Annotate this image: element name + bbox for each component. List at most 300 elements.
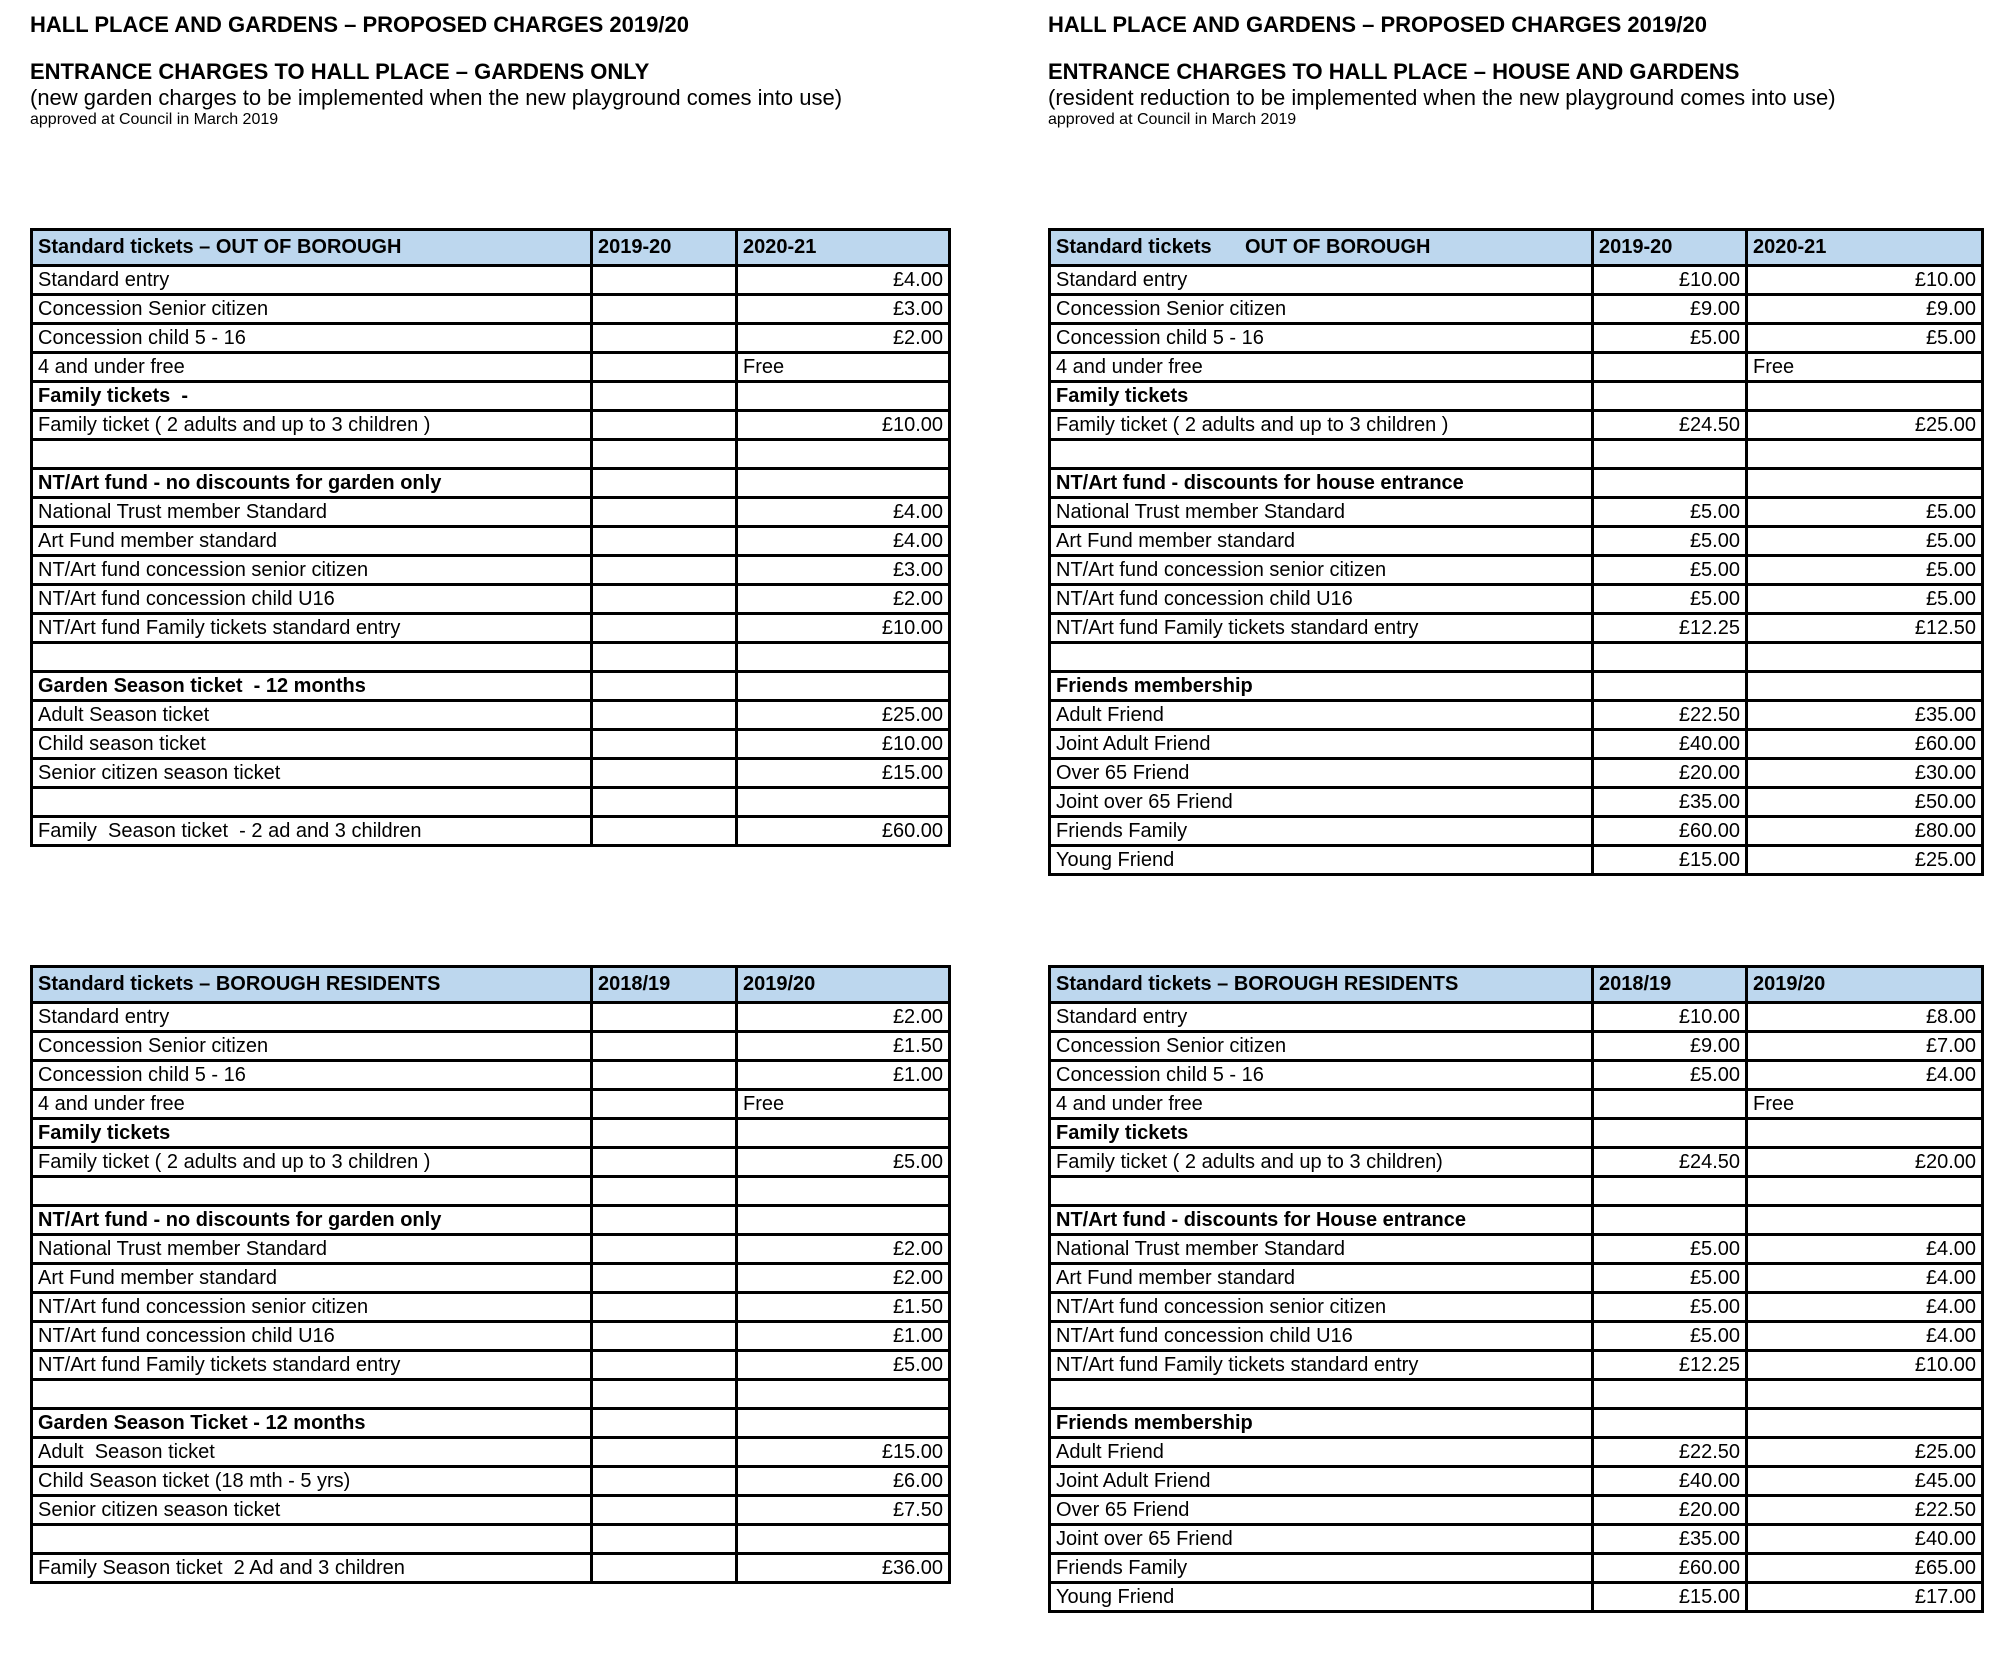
left-page-column bbox=[30, 0, 980, 1670]
price-cell-year2: £17.00 bbox=[1747, 1583, 1983, 1612]
ticket-label-cell: Standard entry bbox=[1050, 266, 1593, 295]
table-row bbox=[32, 1177, 950, 1206]
ticket-label-cell: NT/Art fund concession child U16 bbox=[1050, 585, 1593, 614]
price-cell-year2: £2.00 bbox=[737, 1003, 950, 1032]
ticket-label-cell bbox=[32, 1177, 592, 1206]
ticket-label-cell: Friends Family bbox=[1050, 1554, 1593, 1583]
ticket-label-cell: Adult Friend bbox=[1050, 701, 1593, 730]
ticket-label-cell: Art Fund member standard bbox=[32, 1264, 592, 1293]
ticket-label-cell: Joint Adult Friend bbox=[1050, 1467, 1593, 1496]
charges-table bbox=[1048, 965, 1984, 1613]
price-cell-year2: £2.00 bbox=[737, 1264, 950, 1293]
ticket-label-cell: Family ticket ( 2 adults and up to 3 children ) bbox=[32, 1148, 592, 1177]
ticket-label-cell bbox=[32, 643, 592, 672]
year-header-cell: 2019-20 bbox=[592, 230, 737, 266]
price-cell-year2 bbox=[737, 1380, 950, 1409]
price-cell-year1 bbox=[592, 1119, 737, 1148]
price-cell-year1 bbox=[592, 382, 737, 411]
price-cell-year1: £10.00 bbox=[1593, 266, 1747, 295]
price-cell-year1 bbox=[592, 788, 737, 817]
section-label-cell: Family tickets bbox=[1050, 1119, 1593, 1148]
price-cell-year1: £5.00 bbox=[1593, 1235, 1747, 1264]
price-cell-year2: £3.00 bbox=[737, 556, 950, 585]
ticket-label-cell: Joint Adult Friend bbox=[1050, 730, 1593, 759]
table-row bbox=[1050, 498, 1983, 527]
price-cell-year1 bbox=[592, 266, 737, 295]
price-cell-year1 bbox=[592, 1467, 737, 1496]
price-cell-year1 bbox=[592, 295, 737, 324]
table-row bbox=[1050, 1467, 1983, 1496]
price-cell-year1: £5.00 bbox=[1593, 556, 1747, 585]
ticket-label-cell: NT/Art fund Family tickets standard entry bbox=[1050, 1351, 1593, 1380]
table-row bbox=[32, 1003, 950, 1032]
price-cell-year2: £45.00 bbox=[1747, 1467, 1983, 1496]
table-row bbox=[1050, 324, 1983, 353]
table-row bbox=[1050, 440, 1983, 469]
price-cell-year2: £30.00 bbox=[1747, 759, 1983, 788]
section-label-cell: Family tickets bbox=[1050, 382, 1593, 411]
price-cell-year2: £8.00 bbox=[1747, 1003, 1983, 1032]
table-row bbox=[32, 1351, 950, 1380]
table-row bbox=[32, 440, 950, 469]
price-cell-year1 bbox=[592, 498, 737, 527]
ticket-label-cell: Art Fund member standard bbox=[32, 527, 592, 556]
price-cell-year1 bbox=[592, 759, 737, 788]
price-cell-year1: £60.00 bbox=[1593, 1554, 1747, 1583]
table-row bbox=[32, 1235, 950, 1264]
ticket-label-cell: NT/Art fund concession senior citizen bbox=[32, 1293, 592, 1322]
price-cell-year1: £24.50 bbox=[1593, 411, 1747, 440]
price-cell-year2: £25.00 bbox=[1747, 411, 1983, 440]
table-row bbox=[1050, 1264, 1983, 1293]
table-row bbox=[32, 1293, 950, 1322]
price-cell-year2: £10.00 bbox=[737, 730, 950, 759]
price-cell-year1 bbox=[592, 1380, 737, 1409]
table-row bbox=[32, 1032, 950, 1061]
price-cell-year1: £9.00 bbox=[1593, 295, 1747, 324]
table-row bbox=[32, 1467, 950, 1496]
price-cell-year2 bbox=[1747, 1177, 1983, 1206]
table-row bbox=[1050, 382, 1983, 411]
table-row bbox=[32, 469, 950, 498]
ticket-label-cell: Family ticket ( 2 adults and up to 3 children ) bbox=[1050, 411, 1593, 440]
ticket-label-cell: NT/Art fund concession child U16 bbox=[32, 585, 592, 614]
ticket-label-cell: Young Friend bbox=[1050, 846, 1593, 875]
ticket-label-cell: Standard entry bbox=[1050, 1003, 1593, 1032]
price-cell-year1 bbox=[1593, 672, 1747, 701]
table-row bbox=[1050, 1003, 1983, 1032]
table-row bbox=[32, 614, 950, 643]
price-cell-year2: £4.00 bbox=[737, 266, 950, 295]
price-cell-year2: £20.00 bbox=[1747, 1148, 1983, 1177]
price-cell-year2 bbox=[737, 1409, 950, 1438]
price-cell-year2: £3.00 bbox=[737, 295, 950, 324]
ticket-label-cell: NT/Art fund concession senior citizen bbox=[1050, 556, 1593, 585]
price-cell-year1 bbox=[592, 440, 737, 469]
approval-note: approved at Council in March 2019 bbox=[1048, 111, 1297, 128]
table-row bbox=[32, 1438, 950, 1467]
price-cell-year2: £10.00 bbox=[737, 614, 950, 643]
price-cell-year1: £35.00 bbox=[1593, 788, 1747, 817]
price-cell-year2 bbox=[737, 1177, 950, 1206]
ticket-label-cell: Art Fund member standard bbox=[1050, 1264, 1593, 1293]
price-cell-year1 bbox=[592, 585, 737, 614]
implementation-note: (resident reduction to be implemented when the new playground comes into use) bbox=[1048, 85, 1836, 110]
ticket-label-cell: National Trust member Standard bbox=[1050, 1235, 1593, 1264]
price-cell-year2: £25.00 bbox=[1747, 1438, 1983, 1467]
ticket-label-cell: 4 and under free bbox=[32, 1090, 592, 1119]
table-row bbox=[1050, 1554, 1983, 1583]
price-cell-year1: £12.25 bbox=[1593, 614, 1747, 643]
price-cell-year2 bbox=[737, 440, 950, 469]
price-cell-year2 bbox=[1747, 382, 1983, 411]
price-cell-year2: £1.50 bbox=[737, 1032, 950, 1061]
price-cell-year1 bbox=[592, 411, 737, 440]
section-label-cell: NT/Art fund - discounts for House entrance bbox=[1050, 1206, 1593, 1235]
price-cell-year2: £6.00 bbox=[737, 1467, 950, 1496]
year-header-cell: 2019/20 bbox=[737, 967, 950, 1003]
price-cell-year2: Free bbox=[737, 353, 950, 382]
price-cell-year2: £1.00 bbox=[737, 1061, 950, 1090]
price-cell-year2: £2.00 bbox=[737, 585, 950, 614]
price-cell-year1: £15.00 bbox=[1593, 1583, 1747, 1612]
ticket-label-cell: Concession Senior citizen bbox=[1050, 295, 1593, 324]
table-header-row bbox=[1050, 967, 1983, 1003]
table-row bbox=[32, 382, 950, 411]
page-title: HALL PLACE AND GARDENS – PROPOSED CHARGES 2019/20 bbox=[30, 12, 689, 37]
ticket-label-cell bbox=[1050, 1177, 1593, 1206]
price-cell-year2: £10.00 bbox=[1747, 1351, 1983, 1380]
price-cell-year2: £15.00 bbox=[737, 1438, 950, 1467]
price-cell-year2: £2.00 bbox=[737, 324, 950, 353]
ticket-label-cell: Adult Season ticket bbox=[32, 1438, 592, 1467]
ticket-label-cell bbox=[32, 440, 592, 469]
ticket-label-cell: 4 and under free bbox=[1050, 1090, 1593, 1119]
table-house-borough-residents bbox=[1048, 965, 1984, 1613]
table-row bbox=[32, 1496, 950, 1525]
approval-note: approved at Council in March 2019 bbox=[30, 111, 279, 128]
price-cell-year2: £60.00 bbox=[737, 817, 950, 846]
price-cell-year2 bbox=[737, 1525, 950, 1554]
ticket-label-cell: Concession child 5 - 16 bbox=[1050, 1061, 1593, 1090]
table-title-cell: Standard tickets – OUT OF BOROUGH bbox=[32, 230, 592, 266]
ticket-label-cell: Concession child 5 - 16 bbox=[1050, 324, 1593, 353]
ticket-label-cell bbox=[32, 1380, 592, 1409]
table-row bbox=[1050, 1351, 1983, 1380]
table-row bbox=[1050, 759, 1983, 788]
section-subtitle: ENTRANCE CHARGES TO HALL PLACE – HOUSE AND GARDENS bbox=[1048, 59, 1740, 84]
price-cell-year2: £40.00 bbox=[1747, 1525, 1983, 1554]
table-row bbox=[32, 1061, 950, 1090]
ticket-label-cell bbox=[1050, 1380, 1593, 1409]
ticket-label-cell: Family ticket ( 2 adults and up to 3 children) bbox=[1050, 1148, 1593, 1177]
price-cell-year1: £5.00 bbox=[1593, 324, 1747, 353]
table-title-cell: Standard tickets OUT OF BOROUGH bbox=[1050, 230, 1593, 266]
price-cell-year1 bbox=[592, 353, 737, 382]
section-label-cell: NT/Art fund - no discounts for garden only bbox=[32, 1206, 592, 1235]
section-label-cell: NT/Art fund - no discounts for garden only bbox=[32, 469, 592, 498]
price-cell-year2 bbox=[737, 788, 950, 817]
ticket-label-cell: Senior citizen season ticket bbox=[32, 1496, 592, 1525]
ticket-label-cell: NT/Art fund concession child U16 bbox=[32, 1322, 592, 1351]
price-cell-year1 bbox=[592, 1264, 737, 1293]
table-row bbox=[32, 1206, 950, 1235]
table-row bbox=[32, 353, 950, 382]
ticket-label-cell: Concession Senior citizen bbox=[32, 295, 592, 324]
price-cell-year1 bbox=[1593, 1206, 1747, 1235]
price-cell-year1: £5.00 bbox=[1593, 1322, 1747, 1351]
price-cell-year1 bbox=[592, 1177, 737, 1206]
ticket-label-cell: Concession Senior citizen bbox=[1050, 1032, 1593, 1061]
ticket-label-cell bbox=[1050, 440, 1593, 469]
price-cell-year2: £4.00 bbox=[1747, 1322, 1983, 1351]
price-cell-year1 bbox=[592, 817, 737, 846]
table-row bbox=[1050, 1525, 1983, 1554]
price-cell-year1 bbox=[592, 1409, 737, 1438]
table-row bbox=[1050, 1496, 1983, 1525]
table-row bbox=[1050, 1293, 1983, 1322]
ticket-label-cell: Young Friend bbox=[1050, 1583, 1593, 1612]
table-row bbox=[32, 1525, 950, 1554]
table-row bbox=[1050, 527, 1983, 556]
table-row bbox=[32, 1554, 950, 1583]
ticket-label-cell bbox=[32, 1525, 592, 1554]
price-cell-year1 bbox=[592, 1061, 737, 1090]
price-cell-year1 bbox=[592, 643, 737, 672]
table-row bbox=[1050, 1061, 1983, 1090]
section-label-cell: Friends membership bbox=[1050, 1409, 1593, 1438]
table-row bbox=[1050, 1235, 1983, 1264]
price-cell-year2: £22.50 bbox=[1747, 1496, 1983, 1525]
price-cell-year1: £5.00 bbox=[1593, 1293, 1747, 1322]
table-row bbox=[1050, 1438, 1983, 1467]
price-cell-year1 bbox=[592, 614, 737, 643]
table-row bbox=[32, 643, 950, 672]
price-cell-year1 bbox=[592, 701, 737, 730]
price-cell-year1: £20.00 bbox=[1593, 759, 1747, 788]
price-cell-year2: £25.00 bbox=[1747, 846, 1983, 875]
implementation-note: (new garden charges to be implemented when the new playground comes into use) bbox=[30, 85, 843, 110]
price-cell-year2: £80.00 bbox=[1747, 817, 1983, 846]
section-label-cell: Garden Season ticket - 12 months bbox=[32, 672, 592, 701]
table-row bbox=[32, 1119, 950, 1148]
ticket-label-cell: Over 65 Friend bbox=[1050, 759, 1593, 788]
price-cell-year2: £1.00 bbox=[737, 1322, 950, 1351]
price-cell-year1: £22.50 bbox=[1593, 701, 1747, 730]
section-label-cell: Family tickets bbox=[32, 1119, 592, 1148]
ticket-label-cell: NT/Art fund concession senior citizen bbox=[1050, 1293, 1593, 1322]
table-row bbox=[32, 1090, 950, 1119]
price-cell-year2: £5.00 bbox=[737, 1148, 950, 1177]
price-cell-year1 bbox=[592, 1554, 737, 1583]
table-house-out-of-borough bbox=[1048, 228, 1984, 876]
table-row bbox=[32, 1380, 950, 1409]
ticket-label-cell: Joint over 65 Friend bbox=[1050, 1525, 1593, 1554]
price-cell-year1 bbox=[592, 672, 737, 701]
price-cell-year2: £50.00 bbox=[1747, 788, 1983, 817]
price-cell-year1 bbox=[1593, 382, 1747, 411]
table-row bbox=[1050, 1206, 1983, 1235]
price-cell-year2: Free bbox=[1747, 353, 1983, 382]
ticket-label-cell: Concession child 5 - 16 bbox=[32, 324, 592, 353]
price-cell-year1 bbox=[592, 469, 737, 498]
price-cell-year2: £10.00 bbox=[737, 411, 950, 440]
price-cell-year2 bbox=[1747, 1409, 1983, 1438]
table-row bbox=[32, 672, 950, 701]
ticket-label-cell: Standard entry bbox=[32, 1003, 592, 1032]
table-row bbox=[1050, 1380, 1983, 1409]
ticket-label-cell: Standard entry bbox=[32, 266, 592, 295]
price-cell-year1: £5.00 bbox=[1593, 1061, 1747, 1090]
table-row bbox=[32, 585, 950, 614]
table-row bbox=[1050, 701, 1983, 730]
price-cell-year2: £10.00 bbox=[1747, 266, 1983, 295]
ticket-label-cell: National Trust member Standard bbox=[1050, 498, 1593, 527]
section-label-cell: NT/Art fund - discounts for house entrance bbox=[1050, 469, 1593, 498]
table-row bbox=[32, 324, 950, 353]
table-row bbox=[32, 498, 950, 527]
table-row bbox=[1050, 411, 1983, 440]
ticket-label-cell bbox=[32, 788, 592, 817]
price-cell-year2 bbox=[737, 382, 950, 411]
table-row bbox=[1050, 672, 1983, 701]
table-row bbox=[1050, 730, 1983, 759]
price-cell-year2 bbox=[1747, 643, 1983, 672]
table-row bbox=[1050, 1583, 1983, 1612]
price-cell-year2: £5.00 bbox=[1747, 585, 1983, 614]
price-cell-year1 bbox=[592, 1525, 737, 1554]
ticket-label-cell: NT/Art fund Family tickets standard entry bbox=[1050, 614, 1593, 643]
ticket-label-cell: Family Season ticket 2 Ad and 3 children bbox=[32, 1554, 592, 1583]
ticket-label-cell: Child season ticket bbox=[32, 730, 592, 759]
price-cell-year1 bbox=[592, 1438, 737, 1467]
price-cell-year2: £4.00 bbox=[1747, 1235, 1983, 1264]
table-row bbox=[1050, 469, 1983, 498]
price-cell-year1 bbox=[1593, 469, 1747, 498]
table-title-cell: Standard tickets – BOROUGH RESIDENTS bbox=[1050, 967, 1593, 1003]
price-cell-year1 bbox=[1593, 1177, 1747, 1206]
price-cell-year2 bbox=[737, 469, 950, 498]
price-cell-year1 bbox=[1593, 1119, 1747, 1148]
table-header-row bbox=[32, 967, 950, 1003]
price-cell-year2 bbox=[1747, 1119, 1983, 1148]
ticket-label-cell: NT/Art fund Family tickets standard entry bbox=[32, 614, 592, 643]
price-cell-year1 bbox=[592, 1032, 737, 1061]
price-cell-year2: £4.00 bbox=[1747, 1264, 1983, 1293]
price-cell-year2 bbox=[1747, 440, 1983, 469]
year-header-cell: 2018/19 bbox=[1593, 967, 1747, 1003]
table-row bbox=[32, 556, 950, 585]
table-row bbox=[32, 295, 950, 324]
charges-table bbox=[30, 228, 951, 847]
ticket-label-cell: Concession Senior citizen bbox=[32, 1032, 592, 1061]
price-cell-year1 bbox=[592, 730, 737, 759]
year-header-cell: 2020-21 bbox=[1747, 230, 1983, 266]
table-row bbox=[1050, 556, 1983, 585]
ticket-label-cell: Senior citizen season ticket bbox=[32, 759, 592, 788]
ticket-label-cell: Child Season ticket (18 mth - 5 yrs) bbox=[32, 1467, 592, 1496]
table-row bbox=[32, 1322, 950, 1351]
price-cell-year1: £10.00 bbox=[1593, 1003, 1747, 1032]
table-row bbox=[1050, 1177, 1983, 1206]
table-row bbox=[1050, 1409, 1983, 1438]
ticket-label-cell: Family ticket ( 2 adults and up to 3 children ) bbox=[32, 411, 592, 440]
table-row bbox=[32, 527, 950, 556]
price-cell-year1 bbox=[1593, 1090, 1747, 1119]
ticket-label-cell: Adult Friend bbox=[1050, 1438, 1593, 1467]
price-cell-year2: £36.00 bbox=[737, 1554, 950, 1583]
section-label-cell: Garden Season Ticket - 12 months bbox=[32, 1409, 592, 1438]
price-cell-year2 bbox=[1747, 1206, 1983, 1235]
ticket-label-cell: Over 65 Friend bbox=[1050, 1496, 1593, 1525]
table-row bbox=[1050, 817, 1983, 846]
price-cell-year2 bbox=[737, 643, 950, 672]
table-header-row bbox=[1050, 230, 1983, 266]
table-title-cell: Standard tickets – BOROUGH RESIDENTS bbox=[32, 967, 592, 1003]
price-cell-year2 bbox=[737, 1119, 950, 1148]
price-cell-year2: £35.00 bbox=[1747, 701, 1983, 730]
table-row bbox=[32, 411, 950, 440]
price-cell-year2: £2.00 bbox=[737, 1235, 950, 1264]
price-cell-year2: £7.50 bbox=[737, 1496, 950, 1525]
price-cell-year1: £40.00 bbox=[1593, 1467, 1747, 1496]
charges-table bbox=[1048, 228, 1984, 876]
table-row bbox=[1050, 1148, 1983, 1177]
price-cell-year1: £5.00 bbox=[1593, 1264, 1747, 1293]
price-cell-year1 bbox=[592, 324, 737, 353]
price-cell-year1: £12.25 bbox=[1593, 1351, 1747, 1380]
price-cell-year2: £4.00 bbox=[1747, 1061, 1983, 1090]
table-row bbox=[32, 788, 950, 817]
price-cell-year2: £5.00 bbox=[1747, 556, 1983, 585]
section-label-cell: Family tickets - bbox=[32, 382, 592, 411]
ticket-label-cell: NT/Art fund Family tickets standard entry bbox=[32, 1351, 592, 1380]
table-row bbox=[1050, 643, 1983, 672]
table-row bbox=[32, 1409, 950, 1438]
price-cell-year2: £5.00 bbox=[1747, 324, 1983, 353]
table-row bbox=[1050, 1119, 1983, 1148]
price-cell-year2 bbox=[1747, 672, 1983, 701]
table-row bbox=[32, 1148, 950, 1177]
price-cell-year2: Free bbox=[737, 1090, 950, 1119]
price-cell-year2 bbox=[737, 672, 950, 701]
ticket-label-cell: Concession child 5 - 16 bbox=[32, 1061, 592, 1090]
price-cell-year2: £65.00 bbox=[1747, 1554, 1983, 1583]
year-header-cell: 2020-21 bbox=[737, 230, 950, 266]
price-cell-year1 bbox=[1593, 1380, 1747, 1409]
table-gardens-borough-residents bbox=[30, 965, 951, 1584]
table-row bbox=[1050, 266, 1983, 295]
price-cell-year1 bbox=[592, 1090, 737, 1119]
price-cell-year2 bbox=[1747, 469, 1983, 498]
table-row bbox=[32, 1264, 950, 1293]
table-row bbox=[32, 701, 950, 730]
ticket-label-cell bbox=[1050, 643, 1593, 672]
price-cell-year1 bbox=[592, 1293, 737, 1322]
ticket-label-cell: NT/Art fund concession child U16 bbox=[1050, 1322, 1593, 1351]
table-row bbox=[32, 266, 950, 295]
price-cell-year1: £20.00 bbox=[1593, 1496, 1747, 1525]
price-cell-year1: £22.50 bbox=[1593, 1438, 1747, 1467]
price-cell-year2 bbox=[1747, 1380, 1983, 1409]
price-cell-year1 bbox=[592, 556, 737, 585]
right-page-column bbox=[1048, 0, 2000, 1670]
ticket-label-cell: Friends Family bbox=[1050, 817, 1593, 846]
ticket-label-cell: National Trust member Standard bbox=[32, 498, 592, 527]
price-cell-year1 bbox=[1593, 353, 1747, 382]
section-label-cell: Friends membership bbox=[1050, 672, 1593, 701]
price-cell-year1: £5.00 bbox=[1593, 585, 1747, 614]
